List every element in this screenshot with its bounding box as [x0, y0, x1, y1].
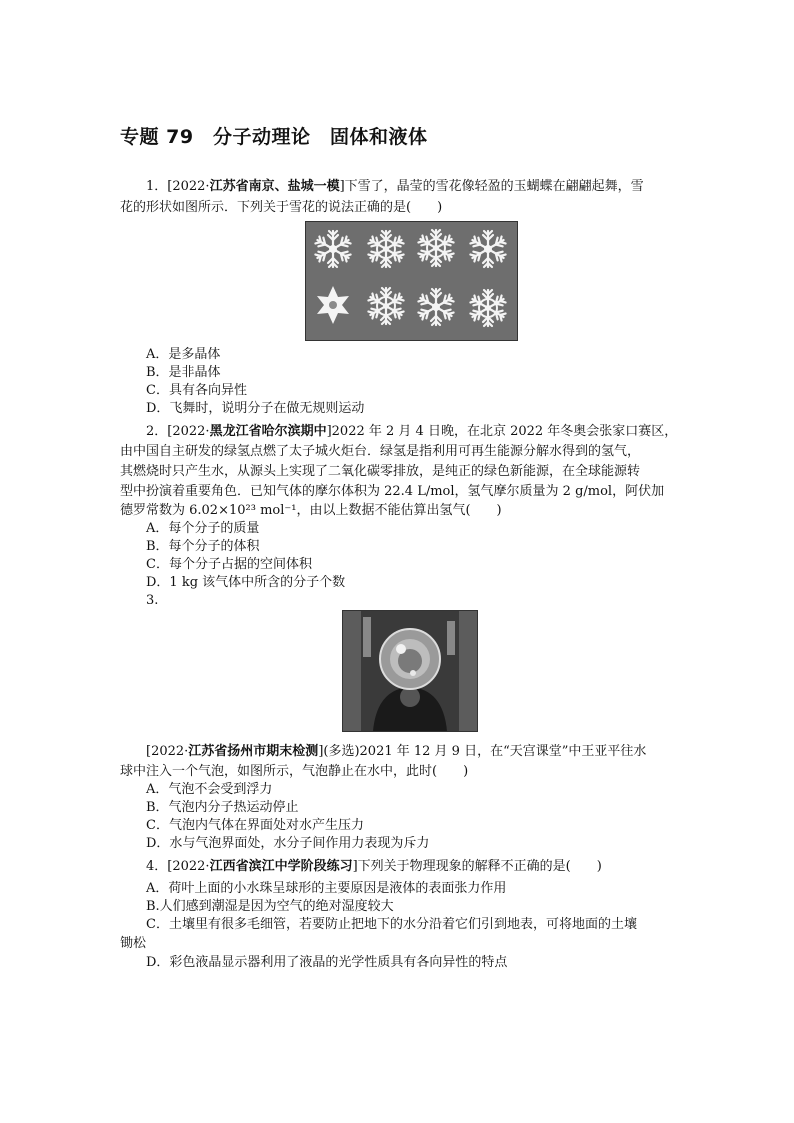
q3-lead: [2022· — [146, 744, 189, 759]
q2-option-a: A．每个分子的质量 — [146, 521, 260, 536]
snowflake-illustration — [306, 222, 517, 340]
q1-stem-text: ]下雪了，晶莹的雪花像轻盈的玉蝴蝶在翩翩起舞，雪 — [339, 179, 644, 194]
q4-stem-text: ]下列关于物理现象的解释不正确的是( ) — [352, 859, 602, 874]
q1-stem-line-1 — [146, 178, 644, 196]
q2-option-c: C．每个分子占据的空间体积 — [146, 557, 312, 572]
q2-source: 黑龙江省哈尔滨期中 — [209, 424, 327, 439]
q3-stem-text: ](多选)2021 年 12 月 9 日，在“天宫课堂”中王亚平往水 — [318, 744, 647, 759]
q1-source: 江苏省南京、盐城一模 — [209, 179, 340, 194]
q2-option-d: D．1 kg 该气体中所含的分子个数 — [146, 575, 346, 590]
water-bubble-photo — [342, 610, 478, 732]
q2-stem-line-3: 其燃烧时只产生水，从源头上实现了二氧化碳零排放，是纯正的绿色新能源，在全球能源转 — [120, 464, 641, 479]
q3-source: 江苏省扬州市期末检测 — [188, 744, 319, 759]
q3-option-b: B．气泡内分子热运动停止 — [146, 800, 299, 815]
q1-stem-line-2: 花的形状如图所示．下列关于雪花的说法正确的是( ) — [120, 200, 443, 215]
q4-option-a: A．荷叶上面的小水珠呈球形的主要原因是液体的表面张力作用 — [146, 881, 507, 896]
q4-option-c-continued: 锄松 — [120, 936, 147, 951]
q3-option-d: D．水与气泡界面处，水分子间作用力表现为斥力 — [146, 836, 430, 851]
q2-stem-line-1 — [146, 423, 677, 441]
q3-option-a: A．气泡不会受到浮力 — [146, 782, 273, 797]
page-title: 专题 79 分子动理论 固体和液体 — [120, 126, 428, 148]
q1-option-d: D．飞舞时，说明分子在做无规则运动 — [146, 401, 365, 416]
q3-number: 3. — [146, 593, 159, 608]
q1-number: 1．[2022· — [146, 179, 210, 194]
q1-option-c: C．具有各向异性 — [146, 383, 247, 398]
q4-source: 江西省滨江中学阶段练习 — [209, 859, 353, 874]
q4-number: 4．[2022· — [146, 859, 210, 874]
q1-option-a: A．是多晶体 — [146, 347, 221, 362]
snowflake-row-top — [315, 230, 506, 267]
q2-stem-line-5: 德罗常数为 6.02×10²³ mol⁻¹，由以上数据不能估算出氢气( ) — [120, 503, 502, 518]
q2-option-b: B．每个分子的体积 — [146, 539, 260, 554]
q3-stem-line-1 — [146, 743, 646, 761]
q4-stem-line-1 — [146, 858, 602, 876]
snowflake-figure — [305, 221, 518, 341]
astronaut-water-ball-illustration — [343, 611, 477, 731]
q1-option-b: B．是非晶体 — [146, 365, 221, 380]
q2-number: 2．[2022· — [146, 424, 210, 439]
q2-stem-line-2: 由中国自主研发的绿氢点燃了太子城火炬台．绿氢是指利用可再生能源分解水得到的氢气， — [120, 444, 641, 459]
q2-stem-text: ]2022 年 2 月 4 日晚，在北京 2022 年冬奥会张家口赛区， — [326, 424, 678, 439]
q3-stem-line-2: 球中注入一个气泡，如图所示，气泡静止在水中，此时( ) — [120, 764, 469, 779]
q4-option-c: C．土壤里有很多毛细管，若要防止把地下的水分沿着它们引到地表，可将地面的土壤 — [146, 917, 637, 932]
q3-option-c: C．气泡内气体在界面处对水产生压力 — [146, 818, 364, 833]
q4-option-d: D．彩色液晶显示器利用了液晶的光学性质具有各向异性的特点 — [146, 955, 508, 970]
q2-stem-line-4: 型中扮演着重要角色．已知气体的摩尔体积为 22.4 L/mol，氢气摩尔质量为 2 g/mol，阿伏加 — [120, 484, 665, 499]
snowflake-row-bottom — [317, 286, 506, 326]
q4-option-b: B.人们感到潮湿是因为空气的绝对湿度较大 — [146, 899, 394, 914]
